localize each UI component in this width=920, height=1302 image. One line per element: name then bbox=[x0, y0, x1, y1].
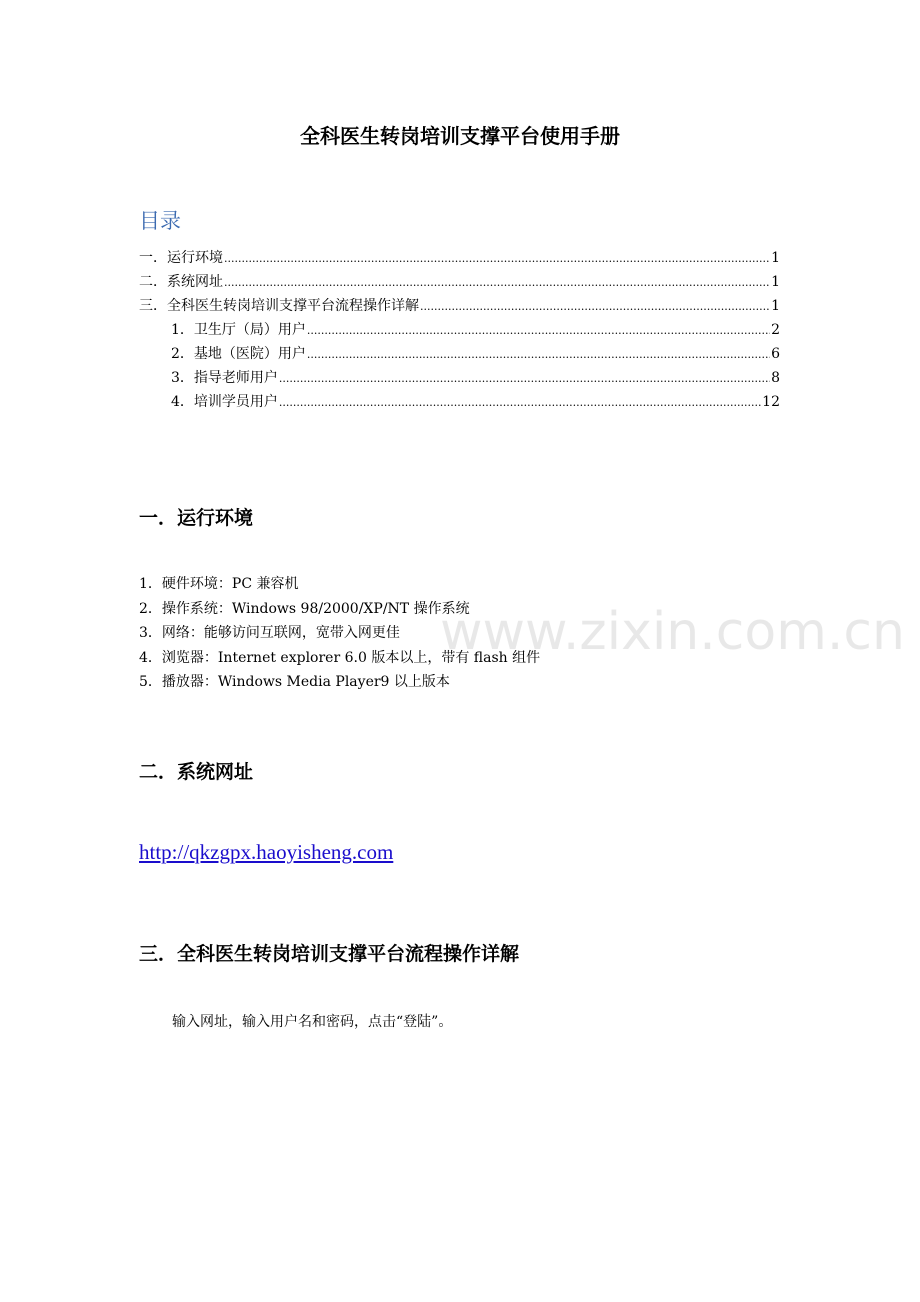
section-heading-environment: 一．运行环境 bbox=[139, 507, 254, 529]
toc-entry-page: 8 bbox=[771, 370, 780, 386]
toc-entry-text: 4．培训学员用户 bbox=[171, 394, 278, 410]
toc-dot-leader bbox=[224, 271, 770, 295]
toc-entry-page: 12 bbox=[762, 394, 780, 410]
toc-entry[interactable] bbox=[139, 270, 780, 294]
toc-subentry[interactable] bbox=[139, 318, 780, 342]
environment-list bbox=[139, 572, 540, 695]
toc-entry[interactable] bbox=[139, 294, 780, 318]
toc-dot-leader bbox=[307, 343, 770, 367]
document-title: 全科医生转岗培训支撑平台使用手册 bbox=[300, 124, 620, 148]
toc-entry-page: 2 bbox=[771, 322, 780, 338]
toc-entry[interactable] bbox=[139, 246, 780, 270]
toc-subentry[interactable] bbox=[139, 342, 780, 366]
toc-entry-text: 一．运行环境 bbox=[139, 250, 223, 266]
list-item: 4．浏览器：Internet explorer 6.0 版本以上，带有 flash 组件 bbox=[139, 649, 541, 666]
toc-entry-text: 三．全科医生转岗培训支撑平台流程操作详解 bbox=[139, 298, 419, 314]
toc-entry-text: 1．卫生厅（局）用户 bbox=[171, 322, 306, 338]
toc-subentry[interactable] bbox=[139, 366, 780, 390]
list-item: 2．操作系统：Windows 98/2000/XP/NT 操作系统 bbox=[139, 600, 470, 617]
list-item: 1．硬件环境：PC 兼容机 bbox=[139, 576, 299, 592]
toc-dot-leader bbox=[279, 391, 761, 415]
toc-entry-page: 1 bbox=[771, 250, 780, 266]
toc-dot-leader bbox=[224, 247, 770, 271]
toc-entry-text: 3．指导老师用户 bbox=[171, 370, 278, 386]
list-item: 5．播放器：Windows Media Player9 以上版本 bbox=[139, 674, 450, 690]
list-item: 3．网络：能够访问互联网，宽带入网更佳 bbox=[139, 625, 400, 641]
toc-entry-page: 1 bbox=[771, 298, 780, 314]
toc-dot-leader bbox=[307, 319, 770, 343]
toc-subentry[interactable] bbox=[139, 390, 780, 414]
toc-entry-text: 二．系统网址 bbox=[139, 274, 223, 290]
toc-entry-text: 2．基地（医院）用户 bbox=[171, 346, 306, 362]
toc-dot-leader bbox=[279, 367, 770, 391]
instruction-paragraph: 输入网址，输入用户名和密码，点击“登陆”。 bbox=[172, 1014, 453, 1030]
watermark: www.zixin.com.cn bbox=[440, 602, 905, 662]
section-heading-workflow: 三．全科医生转岗培训支撑平台流程操作详解 bbox=[139, 943, 520, 965]
table-of-contents bbox=[139, 246, 780, 414]
toc-entry-page: 6 bbox=[771, 346, 780, 362]
toc-heading: 目录 bbox=[139, 209, 181, 233]
toc-entry-page: 1 bbox=[771, 274, 780, 290]
toc-dot-leader bbox=[420, 295, 770, 319]
system-url-link[interactable]: http://qkzgpx.haoyisheng.com bbox=[139, 840, 394, 864]
section-heading-url: 二．系统网址 bbox=[139, 761, 254, 783]
